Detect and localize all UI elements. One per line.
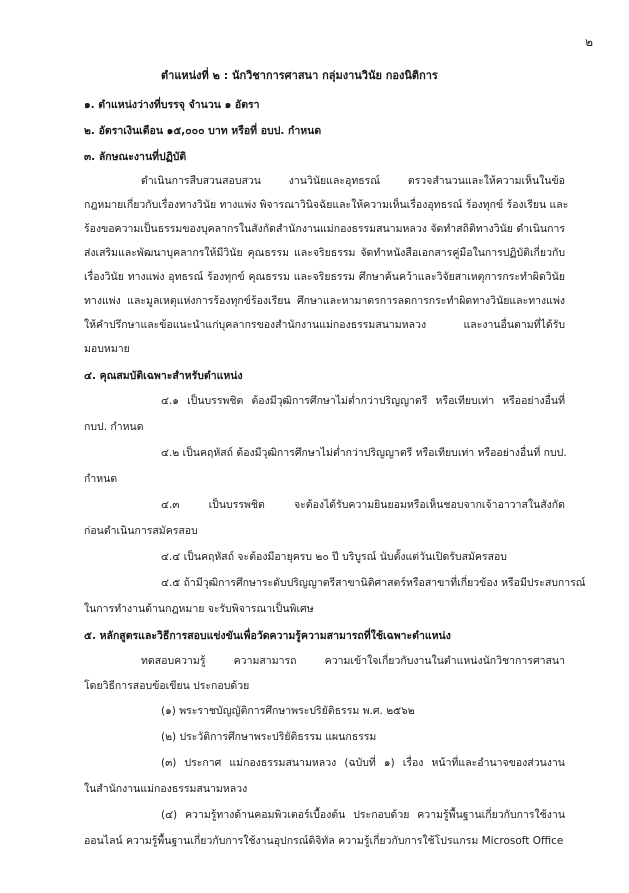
duty-line: ดำเนินการสืบสวนสอบสวน งานวินัยและอุทธรณ์ ตรวจสำนวนและให้ความเห็นในข้อ bbox=[141, 175, 565, 187]
qualification-item: ๔.๔ เป็นคฤหัสถ์ จะต้องมีอายุครบ ๒๐ ปี บริบูรณ์ นับตั้งแต่วันเปิดรับสมัครสอบ bbox=[161, 551, 507, 563]
page-number: ๒ bbox=[585, 35, 593, 49]
duty-line: ให้คำปรึกษาและข้อแนะนำแก่บุคลากรของสำนักงานแม่กองธรรมสนามหลวง และงานอื่นตามที่ได้รับ bbox=[84, 319, 565, 331]
qualification-item-cont: ก่อนดำเนินการสมัครสอบ bbox=[84, 525, 198, 537]
exam-topic: (๔) ความรู้ทางด้านคอมพิวเตอร์เบื้องต้น ประกอบด้วย ความรู้พื้นฐานเกี่ยวกับการใช้งาน bbox=[161, 809, 565, 821]
exam-paragraph: ทดสอบความรู้ ความสามารถ ความเข้าใจเกี่ยวกับงานในตำแหน่งนักวิชาการศาสนา bbox=[141, 655, 565, 667]
exam-topic: (๓) ประกาศ แม่กองธรรมสนามหลวง (ฉบับที่ ๑) เรื่อง หน้าที่และอำนาจของส่วนงาน bbox=[161, 757, 565, 769]
position-title: ตำแหน่งที่ ๒ : นักวิชาการศาสนา กลุ่มงานวินัย กองนิติการ bbox=[161, 69, 438, 82]
duty-line: ส่งเสริมและพัฒนาบุคลากรให้มีวินัย คุณธรรม และจริยธรรม จัดทำหนังสือเอกสารคู่มือในการปฏิบัติเกี่ยวกับ bbox=[84, 247, 565, 259]
qualification-item-cont: ในการทำงานด้านกฎหมาย จะรับพิจารณาเป็นพิเศษ bbox=[84, 603, 314, 615]
exam-topic: (๒) ประวัติการศึกษาพระปริยัติธรรม แผนกธรรม bbox=[161, 731, 377, 743]
heading-3: ๓. ลักษณะงานที่ปฏิบัติ bbox=[84, 151, 187, 163]
exam-topic: (๑) พระราชบัญญัติการศึกษาพระปริยัติธรรม พ.ศ. ๒๕๖๒ bbox=[161, 705, 415, 717]
qualification-item: ๔.๒ เป็นคฤหัสถ์ ต้องมีวุฒิการศึกษาไม่ต่ำกว่าปริญญาตรี หรือเทียบเท่า หรืออย่างอื่นที่ กบป. bbox=[161, 447, 567, 459]
qualification-item: ๔.๓ เป็นบรรพชิต จะต้องได้รับความยินยอมหรือเห็นชอบจากเจ้าอาวาสในสังกัด bbox=[161, 499, 565, 511]
qualification-item-cont: กำหนด bbox=[84, 473, 118, 485]
heading-1: ๑. ตำแหน่งว่างที่บรรจุ จำนวน ๑ อัตรา bbox=[84, 99, 260, 111]
exam-topic-cont: ออนไลน์ ความรู้พื้นฐานเกี่ยวกับการใช้งานอุปกรณ์ดิจิทัล ความรู้เกี่ยวกับการใช้โปรแกรม Microsoft Office bbox=[84, 835, 564, 847]
heading-2: ๒. อัตราเงินเดือน ๑๕,๐๐๐ บาท หรือที่ อบป. กำหนด bbox=[84, 125, 322, 137]
exam-topic-cont: ในสำนักงานแม่กองธรรมสนามหลวง bbox=[84, 783, 248, 795]
heading-4: ๔. คุณสมบัติเฉพาะสำหรับตำแหน่ง bbox=[84, 370, 243, 382]
qualification-item: ๔.๑ เป็นบรรพชิต ต้องมีวุฒิการศึกษาไม่ต่ำกว่าปริญญาตรี หรือเทียบเท่า หรืออย่างอื่นที่ bbox=[161, 395, 565, 407]
exam-paragraph-cont: โดยวิธีการสอบข้อเขียน ประกอบด้วย bbox=[84, 680, 250, 692]
duty-line: ร้องขอความเป็นธรรมของบุคลากรในสังกัดสำนักงานแม่กองธรรมสนามหลวง จัดทำสถิติทางวินัย ดำเนินการ bbox=[84, 223, 565, 235]
duty-line: เรื่องวินัย ทางแพ่ง อุทธรณ์ ร้องทุกข์ คุณธรรม และจริยธรรม ศึกษาค้นคว้าและวิจัยสาเหตุการกระทำผิดวินัย bbox=[84, 271, 565, 283]
duty-line: กฎหมายเกี่ยวกับเรื่องทางวินัย ทางแพ่ง พิจารณาวินิจฉัยและให้ความเห็นเรื่องอุทธรณ์ ร้องทุกข์ ร้องเรียน และ bbox=[84, 199, 569, 211]
qualification-item-cont: กบป. กำหนด bbox=[84, 421, 144, 433]
heading-5: ๕. หลักสูตรและวิธีการสอบแข่งขันเพื่อวัดความรู้ความสามารถที่ใช้เฉพาะตำแหน่ง bbox=[84, 630, 451, 642]
duty-line: ทางแพ่ง และมูลเหตุแห่งการร้องทุกข์ร้องเรียน ศึกษาและหามาตรการลดการกระทำผิดทางวินัยและทางแพ่ง bbox=[84, 295, 565, 307]
duty-line: มอบหมาย bbox=[84, 343, 130, 355]
qualification-item: ๔.๕ ถ้ามีวุฒิการศึกษาระดับปริญญาตรีสาขานิติศาสตร์หรือสาขาที่เกี่ยวข้อง หรือมีประสบการณ์ bbox=[161, 577, 586, 589]
